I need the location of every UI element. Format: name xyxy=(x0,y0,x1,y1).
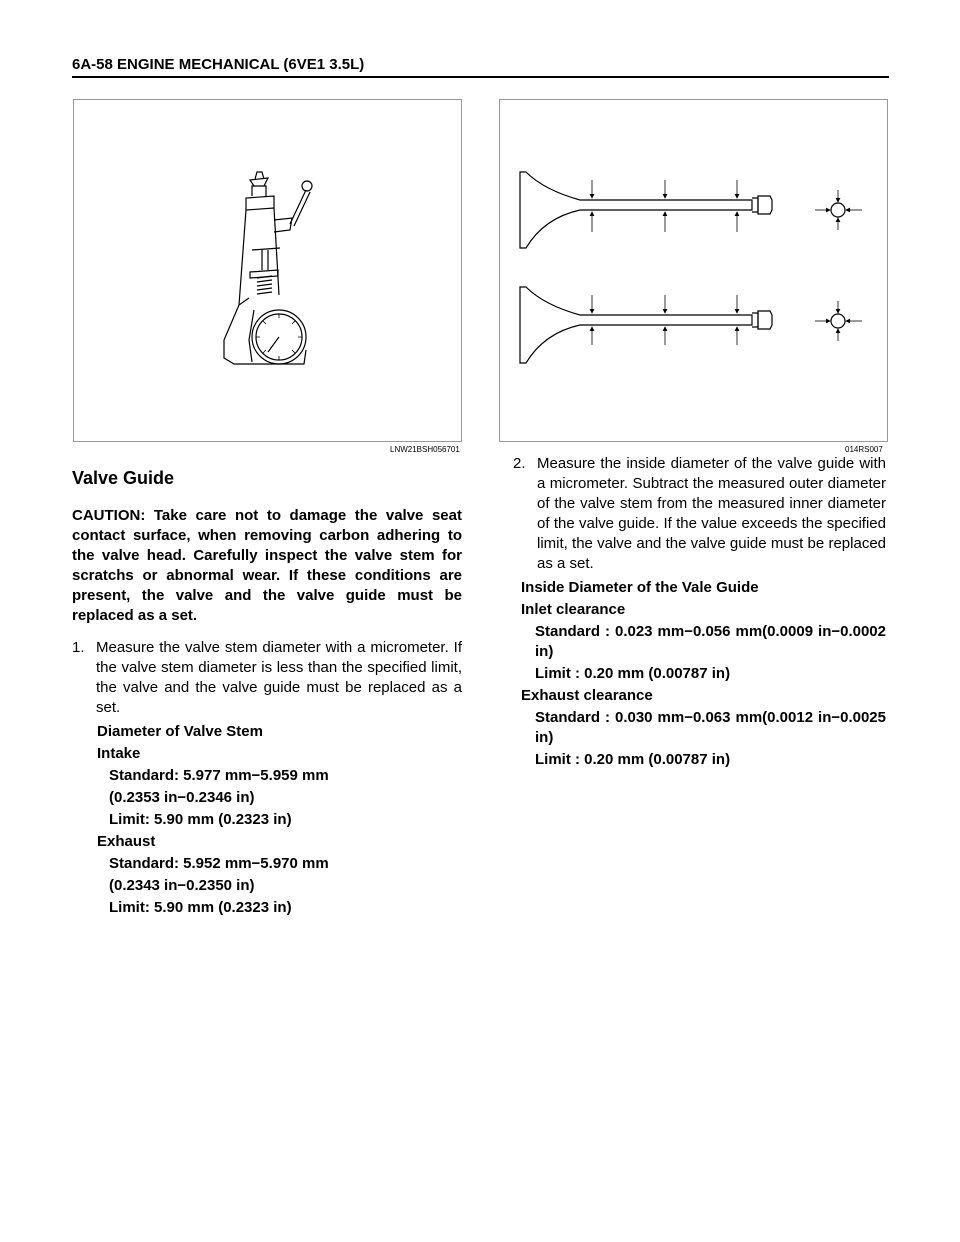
section-title: Valve Guide xyxy=(72,468,175,488)
right-column xyxy=(513,454,886,770)
inlet-limit: Limit : 0.20 mm (0.00787 in) xyxy=(535,665,731,682)
step-2 xyxy=(513,454,886,574)
gauge-stand-illustration xyxy=(74,100,461,441)
step-number: 2. xyxy=(513,455,526,472)
exhaust-standard: Standard : 0.030 mm−0.063 mm(0.0012 in−0.0025 in) xyxy=(535,709,886,746)
page-header: 6A-58 ENGINE MECHANICAL (6VE1 3.5L) xyxy=(72,56,365,73)
spec-heading: Inside Diameter of the Vale Guide xyxy=(521,579,759,596)
caution-text: CAUTION: Take care not to damage the valve seat contact surface, when removing carbon adhering to the valve head. Carefully inspect the valve stem for scratchs or abnormal wear. If these conditions are present, the valve and the valve guide must be replaced as a set. xyxy=(72,507,462,624)
figure-valve-measure-points xyxy=(499,99,888,442)
intake-label: Intake xyxy=(97,745,141,762)
figure-caption-left: LNW21BSH056701 xyxy=(390,445,460,454)
figure-caption-right: 014RS007 xyxy=(845,445,883,454)
step-text: Measure the valve stem diameter with a micrometer. If the valve stem diameter is less than the specified limit, the valve and the valve guide must be replaced as a set. xyxy=(96,639,462,716)
left-column xyxy=(72,466,462,918)
intake-standard: Standard: 5.977 mm−5.959 mm xyxy=(109,767,329,784)
step-1 xyxy=(72,638,462,718)
exhaust-limit: Limit: 5.90 mm (0.2323 in) xyxy=(109,899,292,916)
exhaust-standard-in: (0.2343 in−0.2350 in) xyxy=(109,877,255,894)
exhaust-standard: Standard: 5.952 mm−5.970 mm xyxy=(109,855,329,872)
exhaust-limit: Limit : 0.20 mm (0.00787 in) xyxy=(535,751,731,768)
exhaust-label: Exhaust clearance xyxy=(521,687,653,704)
intake-standard-in: (0.2353 in−0.2346 in) xyxy=(109,789,255,806)
intake-limit: Limit: 5.90 mm (0.2323 in) xyxy=(109,811,292,828)
step-number: 1. xyxy=(72,639,85,656)
figure-valve-stem-gauge xyxy=(73,99,462,442)
inlet-label: Inlet clearance xyxy=(521,601,626,618)
step-text: Measure the inside diameter of the valve guide with a micrometer. Subtract the measured outer diameter of the valve stem from the measured inner diameter of the valve guide. If the value exceeds the specified limit, the valve and the valve guide must be replaced as a set. xyxy=(537,455,886,572)
header-rule xyxy=(72,76,889,78)
exhaust-label: Exhaust xyxy=(97,833,156,850)
valve-measurement-illustration xyxy=(500,100,887,441)
spec-heading: Diameter of Valve Stem xyxy=(97,723,263,740)
inlet-standard: Standard : 0.023 mm−0.056 mm(0.0009 in−0.0002 in) xyxy=(535,623,886,660)
